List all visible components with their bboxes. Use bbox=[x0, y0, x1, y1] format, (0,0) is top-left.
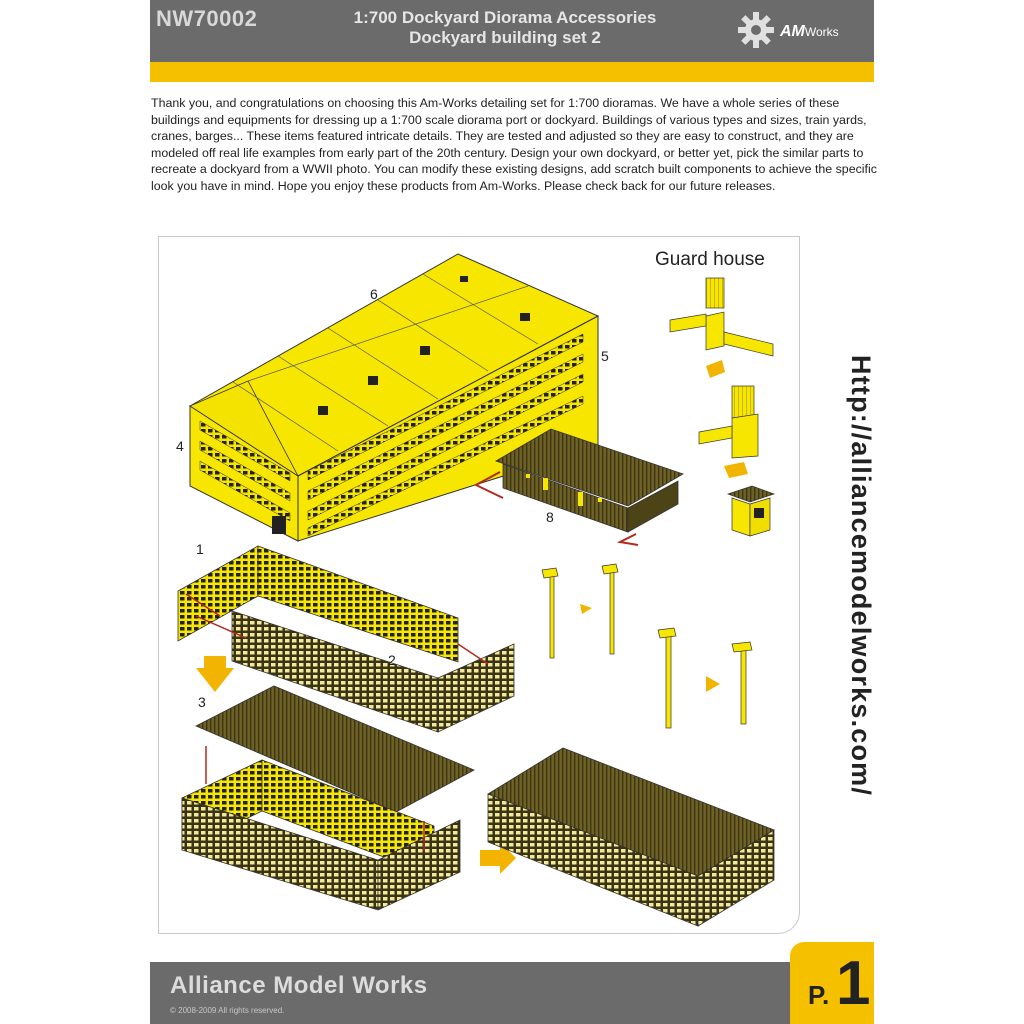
part-label-2: 2 bbox=[388, 652, 396, 668]
assembled-warehouse-final bbox=[488, 748, 774, 926]
lamp-posts bbox=[542, 564, 752, 728]
logo-text bbox=[780, 23, 839, 41]
logo-brand: AM bbox=[780, 23, 805, 40]
orange-arrow bbox=[196, 656, 234, 692]
orange-arrow bbox=[706, 676, 720, 692]
gear-icon bbox=[736, 10, 776, 50]
part-label-3: 3 bbox=[198, 694, 206, 710]
part-label-4: 4 bbox=[176, 438, 184, 454]
orange-arrow bbox=[724, 462, 748, 478]
wall-panels bbox=[178, 546, 514, 732]
page-number: 1 bbox=[836, 949, 871, 1018]
red-arrow bbox=[620, 534, 638, 545]
header-bar bbox=[150, 0, 874, 62]
footer-bar bbox=[150, 962, 790, 1024]
part-label-1: 1 bbox=[196, 541, 204, 557]
small-barrack bbox=[496, 429, 683, 532]
header-accent-bar bbox=[150, 62, 874, 82]
am-works-logo bbox=[736, 10, 866, 54]
copyright: © 2008-2009 All rights reserved. bbox=[170, 1006, 285, 1015]
header-title bbox=[305, 8, 705, 48]
page-number-box bbox=[790, 942, 874, 1024]
orange-arrow bbox=[706, 360, 725, 378]
guard-house-parts bbox=[670, 278, 774, 536]
part-label-8: 8 bbox=[546, 509, 554, 525]
orange-arrow bbox=[580, 604, 592, 614]
part-label-6: 6 bbox=[370, 286, 378, 302]
part-label-5: 5 bbox=[601, 348, 609, 364]
company-name: Alliance Model Works bbox=[170, 972, 428, 999]
guard-house-label: Guard house bbox=[655, 249, 765, 270]
page-prefix: P. bbox=[808, 980, 830, 1010]
header-title-line2: Dockyard building set 2 bbox=[409, 28, 601, 47]
website-url[interactable]: Http://alliancemodelworks.com/ bbox=[846, 355, 876, 797]
logo-suffix: Works bbox=[804, 25, 839, 39]
product-code: NW70002 bbox=[156, 6, 258, 31]
assembly-illustration bbox=[158, 236, 798, 932]
header-title-line1: 1:700 Dockyard Diorama Accessories bbox=[353, 8, 657, 27]
intro-paragraph: Thank you, and congratulations on choosing this Am-Works detailing set for 1:700 dioramas. We have a whole series of these buildings and equipments for dressing up a 1:700 scale diorama port or dockyard. Buildings of various types and sizes, train yards, cranes, barges... These items featured intricate details. They are tested and adjusted so they are easy to construct, and they are modeled off real life examples from early part of the 20th century. Design your own dockyard, or better yet, pick the similar parts to recreate a dockyard from a WWII photo. You can modify these existing designs, add scratch built components to achieve the specific look you have in mind. Hope you enjoy these products from Am-Works. Please check back for our future releases. bbox=[151, 96, 877, 193]
